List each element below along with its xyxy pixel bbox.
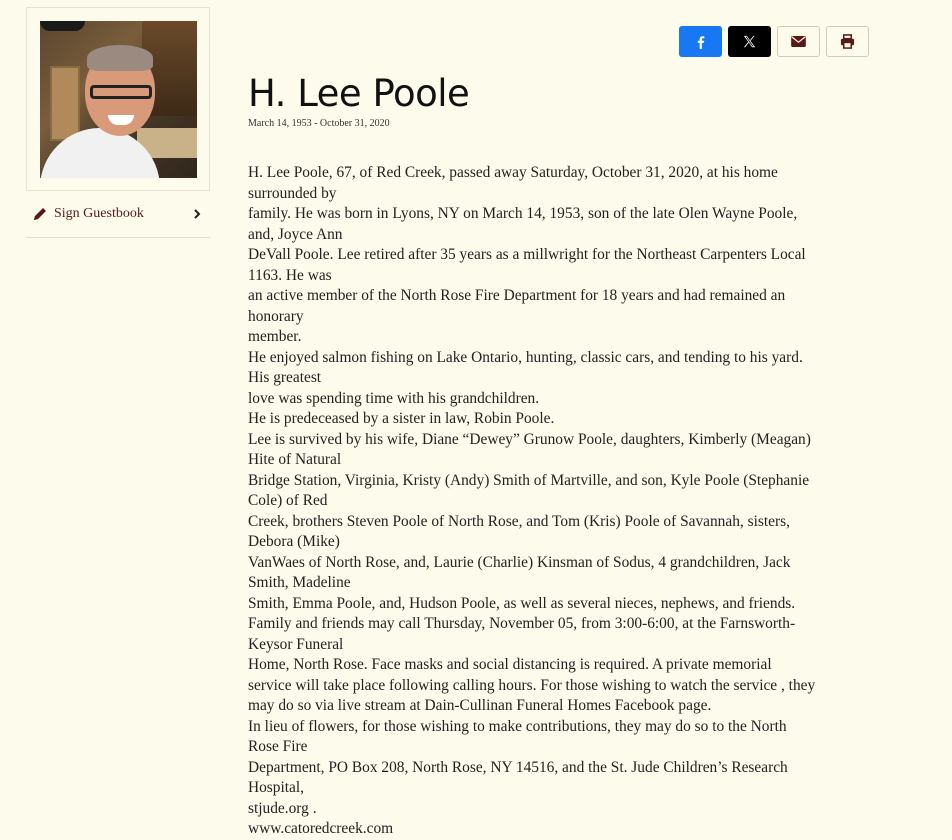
text-line: 1163. He was — [248, 266, 332, 284]
sign-guestbook-label: Sign Guestbook — [54, 206, 144, 221]
text-line: Debora (Mike) — [248, 533, 340, 550]
share-buttons — [679, 26, 869, 57]
text-line: an active member of the North Rose Fire Department for 18 years and had remained an — [248, 287, 786, 304]
text-line: may do so via live stream at Dain-Cullinan Funeral Homes Facebook page. — [248, 697, 712, 714]
facebook-icon — [694, 35, 708, 49]
text-line: Bridge Station, Virginia, Kristy (Andy) Smith of Martville, and son, Kyle Poole (Stephanie — [248, 471, 810, 489]
text-line: In lieu of flowers, for those wishing to make contributions, they may do so to the North — [248, 717, 787, 735]
text-line: family. He was born in Lyons, NY on March 14, 1953, son of the late Olen Wayne Poole, — [248, 205, 798, 222]
text-line: Creek, brothers Steven Poole of North Rose, and Tom (Kris) Poole of Savannah, sisters, — [248, 512, 790, 530]
printer-icon — [840, 34, 855, 49]
email-share-button[interactable] — [777, 26, 820, 57]
x-icon — [743, 35, 756, 48]
portrait-photo — [40, 21, 197, 178]
text-line: Cole) of Red — [248, 492, 328, 509]
obituary-dates: March 14, 1953 - October 31, 2020 — [248, 118, 390, 129]
text-line: Smith, Emma Poole, and, Hudson Poole, as well as several nieces, nephews, and friends. — [248, 594, 796, 612]
text-line: Lee is survived by his wife, Diane “Dewey” Grunow Poole, daughters, Kimberly (Meagan) — [248, 430, 811, 448]
photo-frame — [26, 7, 210, 191]
text-line: love was spending time with his grandchildren. — [248, 389, 540, 407]
text-line: Smith, Madeline — [248, 574, 351, 591]
text-line: member. — [248, 328, 302, 345]
text-line: Hospital, — [248, 779, 305, 796]
text-line: and, Joyce Ann — [248, 225, 343, 243]
print-button[interactable] — [826, 26, 869, 57]
x-share-button[interactable] — [728, 26, 771, 57]
facebook-share-button[interactable] — [679, 26, 722, 57]
text-line: His greatest — [248, 369, 322, 386]
envelope-icon — [791, 36, 806, 47]
text-line: Home, North Rose. Face masks and social distancing is required. A private memorial — [248, 656, 772, 673]
website-link[interactable]: www.catoredcreek.com — [248, 820, 394, 837]
chevron-right-icon — [190, 207, 204, 221]
text-line: He is predeceased by a sister in law, Robin Poole. — [248, 410, 555, 427]
text-line: stjude.org . — [248, 799, 317, 817]
obituary-name: H. Lee Poole — [248, 72, 470, 115]
text-line: He enjoyed salmon fishing on Lake Ontario, hunting, classic cars, and tending to his yard. — [248, 348, 803, 366]
text-line: VanWaes of North Rose, and, Laurie (Charlie) Kinsman of Sodus, 4 grandchildren, Jack — [248, 553, 791, 571]
obituary-text — [248, 163, 863, 840]
pencil-icon — [32, 206, 48, 222]
sign-guestbook-link[interactable] — [26, 191, 210, 238]
text-line: Department, PO Box 208, North Rose, NY 14516, and the St. Jude Children’s Research — [248, 758, 788, 776]
text-line: Keysor Funeral — [248, 635, 344, 653]
text-line: Rose Fire — [248, 738, 308, 755]
text-line: service will take place following calling hours. For those wishing to watch the service , they — [248, 676, 816, 694]
text-line: surrounded by — [248, 184, 337, 202]
text-line: H. Lee Poole, 67, of Red Creek, passed away Saturday, October 31, 2020, at his home — [248, 164, 778, 181]
sidebar — [26, 7, 210, 238]
text-line: Hite of Natural — [248, 451, 342, 468]
text-line: DeVall Poole. Lee retired after 35 years as a millwright for the Northeast Carpenters Local — [248, 246, 806, 263]
text-line: honorary — [248, 307, 304, 325]
text-line: Family and friends may call Thursday, November 05, from 3:00-6:00, at the Farnsworth- — [248, 615, 796, 632]
